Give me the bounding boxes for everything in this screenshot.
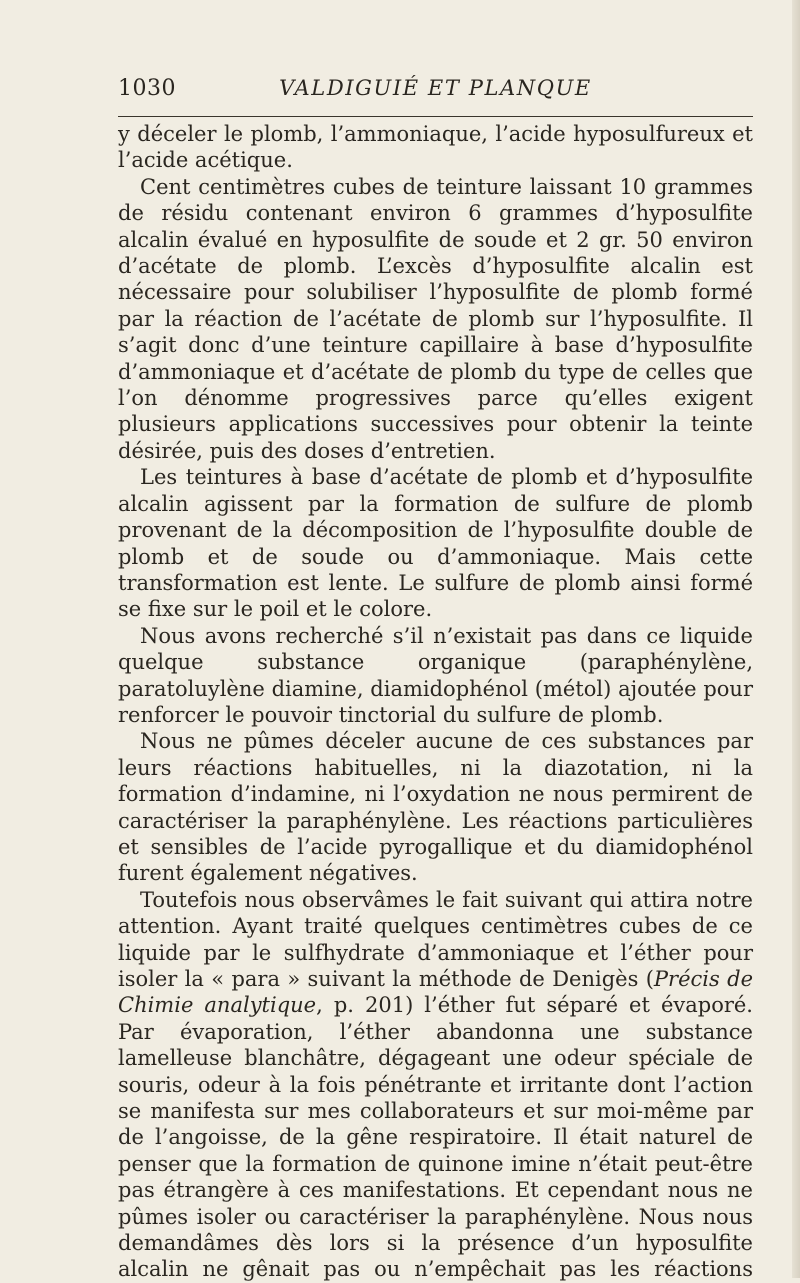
page-number: 1030 bbox=[118, 76, 176, 101]
page-edge-shadow bbox=[792, 0, 800, 1278]
paragraph-2: Cent centimètres cubes de teinture laissant 10 grammes de résidu contenant environ 6 grammes d’hyposulfite alcalin évalué en hyposulfite de soude et 2 gr. 50 environ d’acétate de plomb. L’excès d’hyposulfite alcalin est nécessaire pour solubiliser l’hyposulfite de plomb formé par la réaction de l’acétate de plomb sur l’hyposulfite. Il s’agit donc d’une teinture capillaire à base d’hyposulfite d’ammoniaque et d’acétate de plomb du type de celles que l’on dénomme progressives parce qu’elles exigent plusieurs applications successives pour obtenir la teinte désirée, puis des doses d’entretien. bbox=[118, 174, 753, 463]
running-head: VALDIGUIÉ ET PLANQUE bbox=[279, 76, 592, 100]
paragraph-6 bbox=[118, 887, 753, 1283]
reference-title: Précis de Chimie analytique bbox=[118, 967, 753, 1018]
header-rule bbox=[118, 116, 753, 117]
paragraph-4: Nous avons recherché s’il n’existait pas dans ce liquide quelque substance organique (paraphénylène, paratoluylène diamine, diamidophénol (métol) ajoutée pour renforcer le pouvoir tinctorial du sulfure de plomb. bbox=[118, 623, 753, 727]
paragraph-6-text-end: , p. 201) l’éther fut séparé et évaporé. Par évaporation, l’éther abandonna une substance lamelleuse blanchâtre, dégageant une odeur spéciale de souris, odeur à la fois pénétrante et irritante dont l’action se manifesta sur mes collaborateurs et sur moi-même par de l’angoisse, de la gêne respiratoire. Il était naturel de penser que la formation de quinone imine n’était peut-être pas étrangère à ces manifestations. Et cependant nous ne pûmes isoler ou caractériser la paraphénylène. Nous nous demandâmes dès lors si la présence d’un hyposulfite alcalin ne gênait pas ou n’empêchait pas les réactions bbox=[118, 993, 753, 1282]
paragraph-5: Nous ne pûmes déceler aucune de ces substances par leurs réactions habituelles, ni la diazotation, ni la formation d’indamine, ni l’oxydation ne nous permirent de caractériser la paraphénylène. Les réactions particulières et sensibles de l’acide pyrogallique et du diamidophénol furent également négatives. bbox=[118, 729, 753, 886]
paragraph-3: Les teintures à base d’acétate de plomb et d’hyposulfite alcalin agissent par la formation de sulfure de plomb provenant de la décomposition de l’hyposulfite double de plomb et de soude ou d’ammoniaque. Mais cette transformation est lente. Le sulfure de plomb ainsi formé se fixe sur le poil et le colore. bbox=[118, 465, 753, 622]
body-text bbox=[118, 121, 753, 1283]
paragraph-6-text-start: Toutefois nous observâmes le fait suivant qui attira notre attention. Ayant traité quelques centimètres cubes de ce liquide par le sulfhydrate d’ammoniaque et l’éther pour isoler la « para » suivant la méthode de Denigès ( bbox=[118, 887, 753, 991]
page-header bbox=[118, 76, 753, 106]
paragraph-1: y déceler le plomb, l’ammoniaque, l’acide hyposulfureux et l’acide acétique. bbox=[118, 122, 753, 173]
